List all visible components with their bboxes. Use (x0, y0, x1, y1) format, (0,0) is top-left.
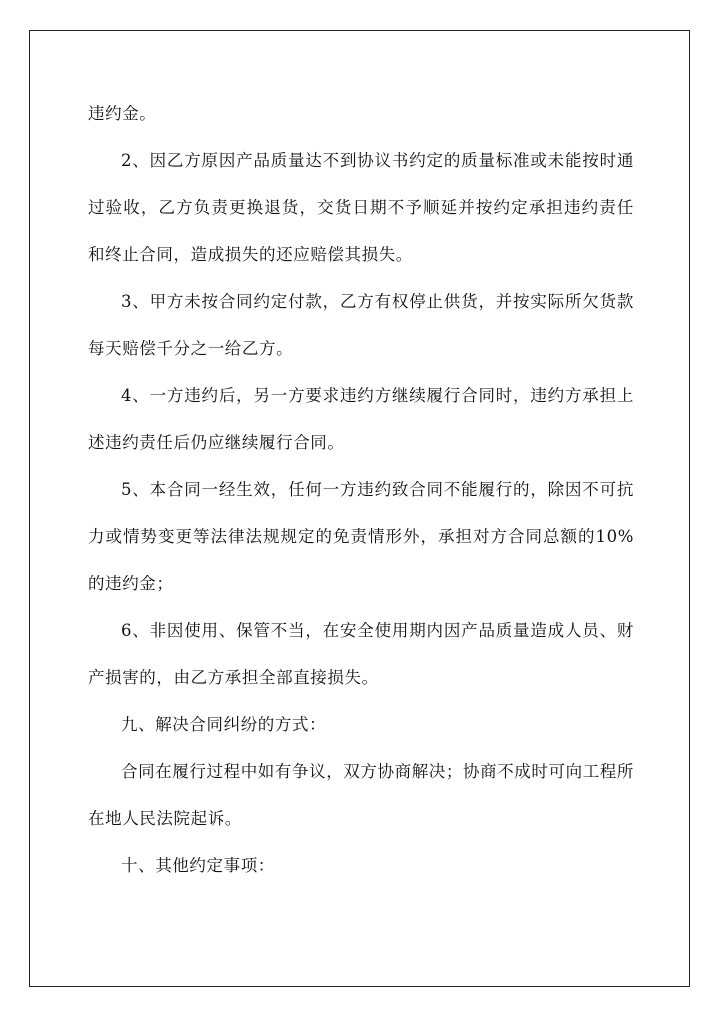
paragraph-clause-3: 3、甲方未按合同约定付款，乙方有权停止供货，并按实际所欠货款每天赔偿千分之一给乙方。 (88, 292, 634, 358)
paragraph-clause-5: 5、本合同一经生效，任何一方违约致合同不能履行的，除因不可抗力或情势变更等法律法规规定的免责情形外，承担对方合同总额的10%的违约金； (88, 480, 634, 593)
section-heading-dispute: 九、解决合同纠纷的方式： (121, 715, 327, 734)
document-body (88, 90, 634, 889)
paragraph-clause-4: 4、一方违约后，另一方要求违约方继续履行合同时，违约方承担上述违约责任后仍应继续履行合同。 (88, 386, 634, 452)
paragraph-clause-6: 6、非因使用、保管不当，在安全使用期内因产品质量造成人员、财产损害的，由乙方承担全部直接损失。 (88, 621, 634, 687)
section-heading-other: 十、其他约定事项： (121, 856, 275, 875)
paragraph-dispute-resolution: 合同在履行过程中如有争议，双方协商解决；协商不成时可向工程所在地人民法院起诉。 (88, 762, 634, 828)
paragraph-clause-2: 2、因乙方原因产品质量达不到协议书约定的质量标准或未能按时通过验收，乙方负责更换退货，交货日期不予顺延并按约定承担违约责任和终止合同，造成损失的还应赔偿其损失。 (88, 151, 634, 264)
paragraph-penalty-end: 违约金。 (88, 104, 157, 123)
